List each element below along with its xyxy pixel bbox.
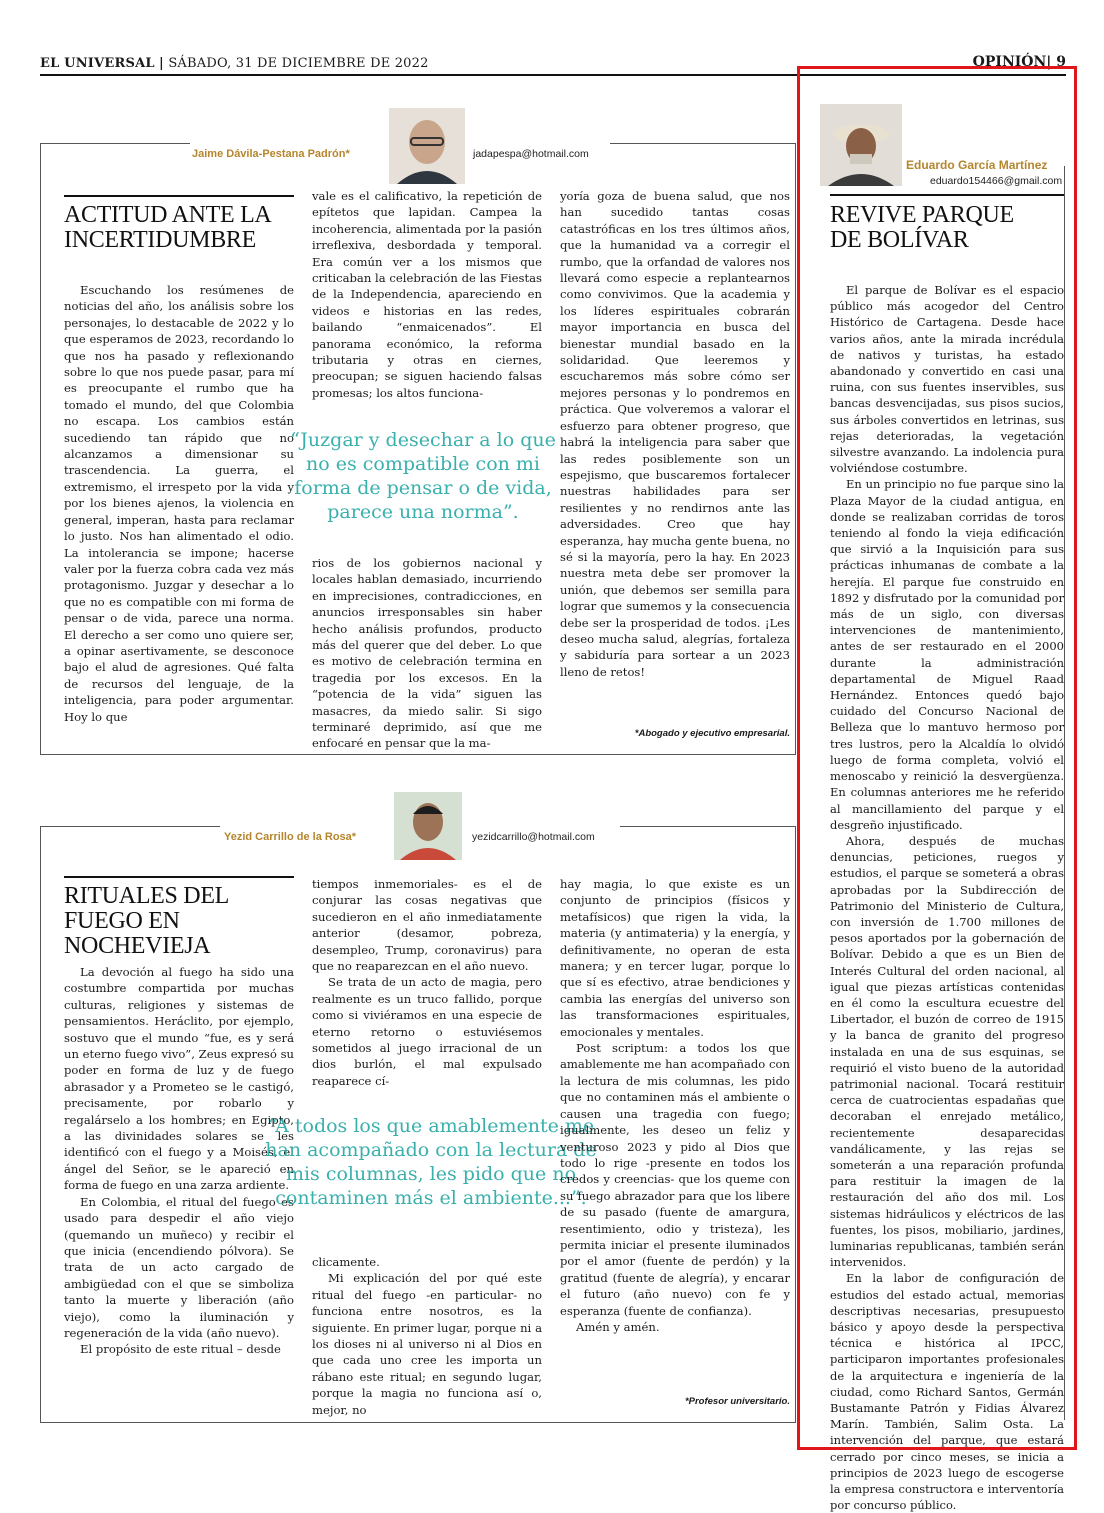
article-1-column-1-text: Escuchando los resúmenes de noticias del año, los análisis sobre los personajes, lo destacable de 2022 y lo que esperamos de 2023, recordando lo que nos ha pasado y reflexionando sobre lo que nos puede pasar, para mí es preocupante el rumbo que ha tomado el mundo, del que Colombia no escapa. Los cambios están sucediendo tan rápido que no alcanzamos a dimensionar su trascendencia. La guerra, el extremismo, el irrespeto por la vida y por los bienes ajenos, la violencia en general, imperan, hasta para reclamar lo justo. Nos han alimentado el odio. La intolerancia se impone; hacerse valer por la fuerza cobra cada vez más protagonismo. Juzgar y desechar a lo que no es compatible con mi forma de pensar o de vida, parece una norma. El derecho a ser como uno quiere ser, a opinar asertivamente, se desconoce bajo el alud de agresiones. Qué falta de recursos del lenguaje, de la inteligencia, para poder argumentar. Hoy lo que [64, 283, 294, 724]
article-3-paragraph-2: En un principio no fue parque sino la Plaza Mayor de la ciudad antigua, en donde se realizaban corridas de toros teniendo al fondo la vieja edificación que sirvió a la Inquisición para sus prácticas inhumanas de combate a la herejía. El parque fue construido en 1892 y disfrutado por la comunidad por más de un siglo, con diversas intervenciones de mantenimiento, antes de ser restaurado en el 2000 durante la administración departamental de Miguel Raad Hernández. Entonces quedó bajo cuidado del Concurso Nacional de Belleza que lo mantuvo hermoso por tres lustros, pero la Alcaldía lo olvidó luego de forma completa, volvió el menoscabo y reinició la desvergüenza. En columnas anteriores me he referido al mancillamiento del parque y el desgreño injustificado. [830, 477, 1064, 832]
article-2-pullquote: “A todos los que amablemente me han acompañado con la lectura de mis columnas, les pido que no contaminen más el ambiente...”. [265, 1115, 597, 1209]
article-2-col2b-p2: Mi explicación del por qué este ritual del fuego -en particular- no funciona entre nosotros, es la siguiente. En primer lugar, porque ni a los dioses ni al universo ni al Dios en que cada uno cree les importa un rábano este ritual; en segundo lugar, porque la magia no funciona así o, mejor, no [312, 1271, 542, 1417]
article-2-author: Yezid Carrillo de la Rosa* [224, 831, 357, 843]
article-1-title-rule [64, 195, 294, 197]
article-2-author-photo [394, 792, 462, 860]
article-2-col3-p1: hay magia, lo que existe es un conjunto de principios (físicos y metafísicos) que rigen la vida, la materia (y antimateria) y la energía, y definitivamente, no operan de esta manera; y en tercer lugar, porque lo que sí es efectivo, atrae bendiciones y cambia las energías del universo son las transformaciones espirituales, emocionales y mentales. [560, 877, 790, 1039]
article-3-title: REVIVE PARQUE DE BOLÍVAR [830, 202, 1014, 253]
article-2-col1-p2: En Colombia, el ritual del fuego es usado para despedir el año viejo (quemando un muñeco) y recibir el que inicia (encendiendo pólvora). Se trata de un acto cargado de ambigüedad con el que se simboliza tanto la muerte y liberación (año viejo), como la iluminación y regeneración de la vida (año nuevo). [64, 1194, 294, 1340]
article-1-column-2b-text: rios de los gobiernos nacional y locales hablan demasiado, incurriendo en imprecisiones, contradicciones, en anuncios irresponsables sin haber hecho análisis profundos, producto más del querer que del deber. Lo que es motivo de celebración termina en tragedia por los excesos. En la “potencia de la vida” siguen las masacres, da miedo salir. Si sigo terminaré deprimido, así que me enfocaré en pensar que la ma- [312, 556, 542, 751]
section-name: OPINIÓN [972, 54, 1047, 70]
article-1-pullquote: “Juzgar y desechar a lo que no es compatible con mi forma de pensar o de vida, parece una norma”. [290, 429, 556, 523]
article-2-column-2b [312, 1254, 542, 1417]
article-2-column-3 [560, 876, 790, 1396]
article-2-footnote: *Profesor universitario. [684, 1396, 790, 1407]
article-1-footnote: *Abogado y ejecutivo empresarial. [634, 728, 790, 739]
article-2-title: RITUALES DEL FUEGO EN NOCHEVIEJA [64, 883, 229, 959]
article-3-paragraph-4: En la labor de configuración de estudios del estado actual, memorias descriptivas necesarias, presupuesto básico y apoyo desde la perspectiva técnica e histórica al IPCC, participaron importantes profesionales de la arquitectura e ingeniería de la ciudad, como Richard Santos, Germán Bustamante Patrón y Fidias Álvarez Marín. También, Salim Osta. La intervención del parque, que estará cerrado por cinco meses, se inicia a principios de 2023 luego de escogerse la empresa constructora e interventoría por concurso público. [830, 1271, 1064, 1513]
article-2-email[interactable]: yezidcarrillo@hotmail.com [472, 831, 595, 843]
article-3-paragraph-3: Ahora, después de muchas denuncias, peticiones, ruegos y estudios, el parque se someterá a obras aprobadas por la Subdirección de Patrimonio del Ministerio de Cultura, con inversión de 1.700 millones de pesos aportados por la gobernación de Bolívar. Debido a que es un Bien de Interés Cultural del orden nacional, al igual que piezas artísticas contenidas en él como la escultura ecuestre del Libertador, el buzón de correo de 1915 y la banca de granito del progreso instalada en una de sus esquinas, se requirió el visto bueno de la autoridad patrimonial nacional. Tocará restituir cerca de cuatrocientas espadañas que decoraban el enrejado metálico, recientemente desaparecidas vandálicamente, y las rejas se someterán a una reparación profunda para restituir la imagen de la restauración del año dos mil. Los sistemas hidráulicos y eléctricos de las fuentes, los pisos, mobiliario, jardines, luminarias republicanas, también serán intervenidos. [830, 833, 1064, 1270]
paper-name: EL UNIVERSAL [40, 56, 155, 71]
article-3-author-photo [820, 104, 902, 186]
page-number: 9 [1056, 54, 1066, 70]
article-2-col1-p3: El propósito de este ritual – desde [80, 1342, 281, 1357]
article-3-author: Eduardo García Martínez [906, 158, 1048, 172]
article-1-author: Jaime Dávila-Pestana Padrón* [192, 148, 350, 160]
article-1-title: ACTITUD ANTE LA INCERTIDUMBRE [64, 202, 271, 253]
article-1-column-2a [312, 188, 542, 402]
article-2-col2b-p1: clicamente. [312, 1255, 380, 1269]
article-3-body [830, 282, 1064, 1513]
article-2-col3-p2: Post scriptum: a todos los que amablemente me han acompañado con la lectura de mis columnas, les pido que no contaminen más el ambiente o causen una tragedia con fuego; igualmente, les deseo un feliz y venturoso 2023 y pido al Dios que todo lo rige -presente en todos los credos y creencias- que los queme con su fuego abrazador para que los libere de su pasado (fuente de amargura, resentimiento, odio y tristeza), les permita iniciar el presente iluminados por el amor (fuente de perdón) y la gratitud (fuente de alegría), y encarar el futuro (año nuevo) con fe y esperanza (fuente de confianza). [560, 1041, 790, 1318]
article-1-column-2b [312, 555, 542, 751]
article-3-title-rule [830, 194, 1064, 196]
article-1-column-3 [560, 188, 790, 728]
article-2-title-rule [64, 876, 294, 878]
section-label: OPINIÓN| 9 [972, 54, 1066, 70]
article-1-author-photo [389, 108, 465, 184]
article-1-column-1 [64, 282, 294, 742]
article-2-col2a-p1: tiempos inmemoriales- es el de conjurar las cosas negativas que sucedieron en el año inmediatamente anterior (desamor, pobreza, desempleo, Trump, coronavirus) para que no reaparezcan en el año nuevo. [312, 877, 542, 974]
article-2-column-2a [312, 876, 542, 1090]
article-1-email[interactable]: jadapespa@hotmail.com [473, 148, 589, 160]
article-2-col3-p3: Amén y amén. [576, 1319, 660, 1334]
edition-date: SÁBADO, 31 DE DICIEMBRE DE 2022 [168, 56, 429, 71]
article-3-paragraph-1: El parque de Bolívar es el espacio público más acogedor del Centro Histórico de Cartagena. Desde hace varios años, ante la mirada incrédula de nativos y turistas, ha estado abandonado y convertido en casi una ruina, con sus fuentes inservibles, sus bancas desvencijadas, sus pisos sucios, sus árboles convertidos en letrinas, sus rejas deterioradas, la vegetación silvestre avanzando. La indolencia pura volviéndose costumbre. [830, 283, 1064, 476]
article-2-col2a-p2: Se trata de un acto de magia, pero realmente es un truco fallido, porque como si viviéramos en una especie de eterno retorno o estuviésemos sometidos al juego irracional de un dios burlón, el mal expulsado reaparece cí- [312, 975, 542, 1088]
article-1-column-2a-text: vale es el calificativo, la repetición de epítetos que lapidan. Campea la incoherencia, alimentada por la pasión irreflexiva, desbordada y temporal. Era común ver a los mismos que criticaban la celebración de las Fiestas de la Independencia, apareciendo en videos e historias en las redes, bailando “enmaicenados”. El panorama económico, la reforma tributaria y otras en ciernes, preocupan; se siguen haciendo falsas promesas; los altos funciona- [312, 189, 542, 400]
article-1-column-3-text: yoría goza de buena salud, que nos han sucedido tantas cosas catastróficas en los tres últimos años, que la humanidad va a corregir el rumbo, que la orfandad de valores nos llevará como especie a replantearnos como convivimos. Que la academia y los líderes espirituales cobrarán mayor importancia en busca del bienestar mundial basado en la solidaridad. Que leeremos y escucharemos más sobre cómo ser mejores personas y lo pondremos en práctica. Que volveremos a valorar el esfuerzo para obtener progreso, que habrá la inteligencia para saber que las redes posiblemente son un espejismo, que buscaremos fortalecer nuestras habilidades para ser resilientes y no rendirnos ante las adversidades. Creo que hay esperanza, hay mucha gente buena, no sé si la mayoría, pero la hay. En 2023 nuestra meta debe ser promover la unión, que debemos ser semilla para lograr que sumemos y la consecuencia debe ser la prosperidad de todos. ¡Les deseo mucha salud, alegrías, fortaleza y sabiduría para sortear a un 2023 lleno de retos! [560, 189, 790, 679]
article-3-email[interactable]: eduardo154466@gmail.com [930, 175, 1063, 187]
masthead: EL UNIVERSAL | SÁBADO, 31 DE DICIEMBRE DE 2022 [40, 56, 429, 71]
article-2-col1-p1: La devoción al fuego ha sido una costumbre compartida por muchas culturas, religiones y sistemas de pensamientos. Heráclito, por ejemplo, sostuvo que el mundo “fue, es y será un eterno fuego vivo”, Zeus expresó su poder en forma de luz y de fuego abrasador y a Prometeo se le castigó, precisamente, por robarlo y regalárselo a los hombres; en Egipto, a las divinidades solares se les identificó con el fuego y a Moisés, el ángel del Señor, se le apareció en forma de fuego en una zarza ardiente. [64, 965, 294, 1193]
